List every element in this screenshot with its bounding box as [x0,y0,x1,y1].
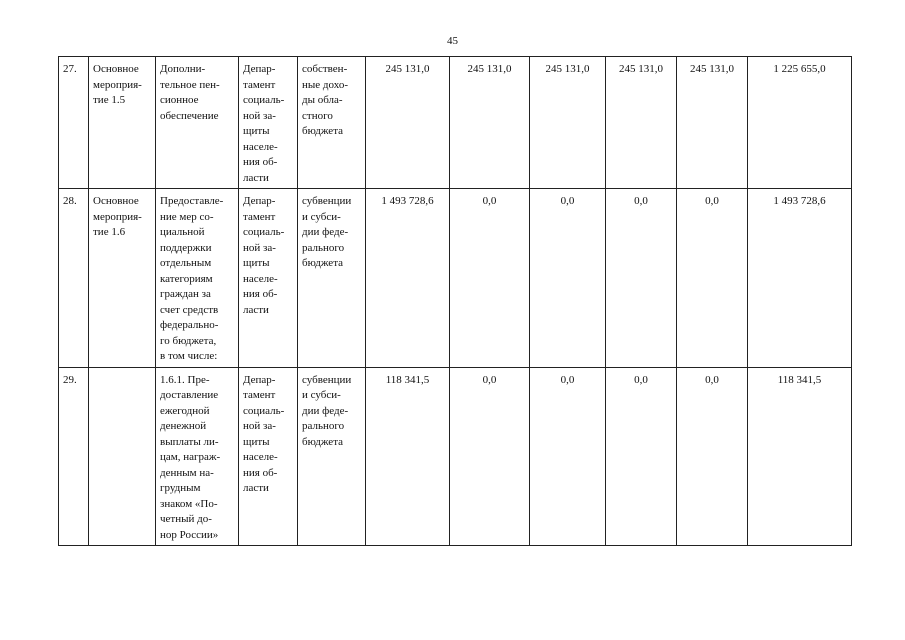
year-value: 245 131,0 [530,57,606,189]
measure-description: Дополни- тельное пен- сионное обеспечение [156,57,239,189]
year-value: 245 131,0 [366,57,450,189]
page-number: 45 [447,35,458,47]
year-value: 0,0 [530,189,606,368]
row-number: 29. [59,367,89,546]
year-value: 0,0 [450,189,530,368]
funding-source: субвенции и субси- дии феде- рального бюджета [298,367,366,546]
year-value: 0,0 [677,189,748,368]
measure-description: 1.6.1. Пре- доставление ежегодной денежной выплаты ли- цам, награж- денным на- грудным знаком «По- четный до- нор России» [156,367,239,546]
row-number: 28. [59,189,89,368]
year-value: 118 341,5 [366,367,450,546]
funding-source: собствен- ные дохо- ды обла- стного бюджета [298,57,366,189]
total-value: 1 493 728,6 [748,189,852,368]
measure-name: Основное мероприя- тие 1.5 [89,57,156,189]
measure-name: Основное мероприя- тие 1.6 [89,189,156,368]
total-value: 118 341,5 [748,367,852,546]
year-value: 245 131,0 [450,57,530,189]
total-value: 1 225 655,0 [748,57,852,189]
year-value: 1 493 728,6 [366,189,450,368]
year-value: 245 131,0 [606,57,677,189]
year-value: 0,0 [677,367,748,546]
row-number: 27. [59,57,89,189]
table-row [59,189,852,368]
year-value: 0,0 [606,189,677,368]
table-row [59,367,852,546]
budget-table [58,56,852,546]
executor: Депар- тамент социаль- ной за- щиты населе- ния об- ласти [239,189,298,368]
executor: Депар- тамент социаль- ной за- щиты населе- ния об- ласти [239,367,298,546]
executor: Депар- тамент социаль- ной за- щиты населе- ния об- ласти [239,57,298,189]
measure-description: Предоставле- ние мер со- циальной поддержки отдельным категориям граждан за счет средств федерально- го бюджета, в том числе: [156,189,239,368]
year-value: 0,0 [530,367,606,546]
year-value: 245 131,0 [677,57,748,189]
measure-name [89,367,156,546]
funding-source: субвенции и субси- дии феде- рального бюджета [298,189,366,368]
table-row [59,57,852,189]
year-value: 0,0 [450,367,530,546]
year-value: 0,0 [606,367,677,546]
